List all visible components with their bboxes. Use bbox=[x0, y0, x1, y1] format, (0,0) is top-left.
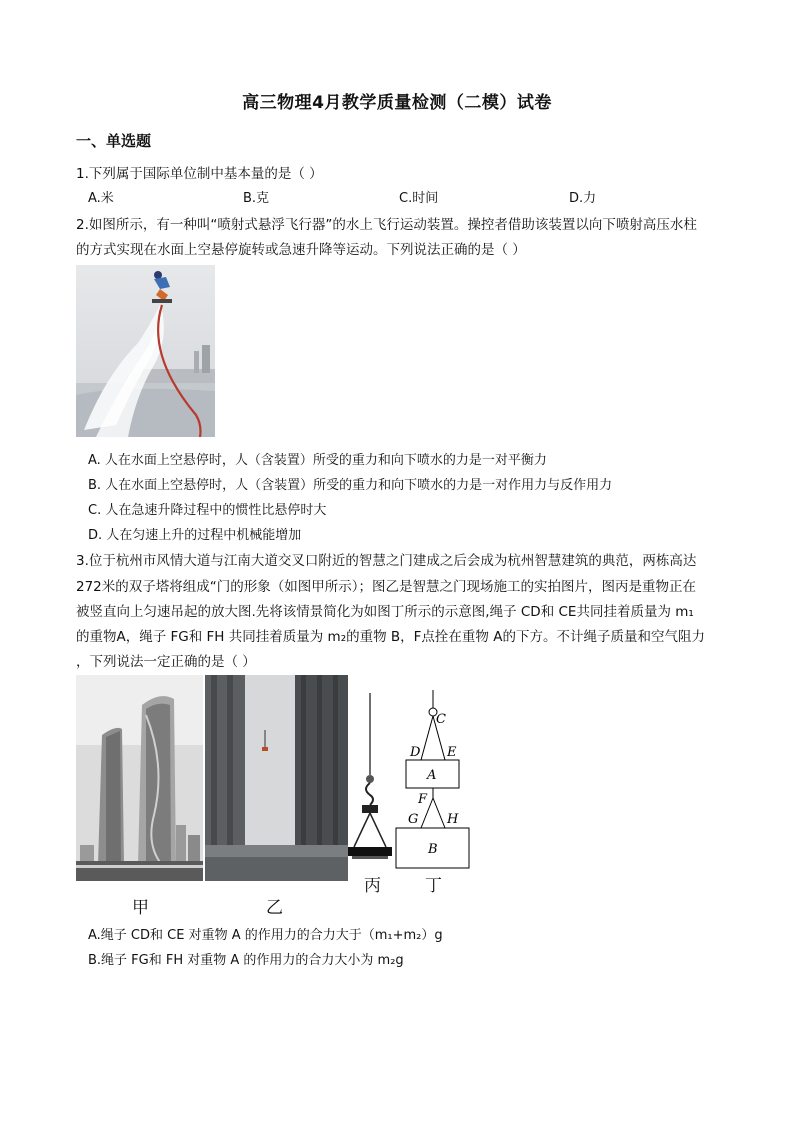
label-b: B bbox=[428, 842, 438, 857]
q3-stem-line1: 3.位于杭州市风情大道与江南大道交叉口附近的智慧之门建成之后会成为杭州智慧建筑的典范，两栋高达 bbox=[76, 553, 697, 569]
figure-yi-construction bbox=[205, 675, 348, 881]
section-heading: 一、单选题 bbox=[76, 132, 152, 150]
caption-yi: 乙 bbox=[266, 898, 283, 918]
q2-option-b: B. 人在水面上空悬停时，人（含装置）所受的重力和向下喷水的力是一对作用力与反作用力 bbox=[88, 478, 613, 493]
label-e: E bbox=[447, 745, 457, 760]
q2-option-c: C. 人在急速升降过程中的惯性比悬停时大 bbox=[88, 503, 327, 518]
q1-option-c: C.时间 bbox=[399, 191, 439, 206]
q1-option-b: B.克 bbox=[243, 191, 270, 206]
label-g: G bbox=[408, 812, 419, 827]
flyboard-photo bbox=[76, 265, 215, 437]
rope-fh bbox=[433, 798, 445, 828]
q1-option-d: D.力 bbox=[569, 191, 597, 206]
caption-ding: 丁 bbox=[425, 876, 442, 896]
q3-option-b: B.绳子 FG和 FH 对重物 A 的作用力的合力大小为 m₂g bbox=[88, 953, 404, 968]
figure-bing-hook bbox=[348, 675, 392, 865]
caption-jia: 甲 bbox=[132, 898, 149, 918]
q3-stem-line3: 被竖直向上匀速吊起的放大图.先将该情景简化为如图丁所示的示意图,绳子 CD和 CE共同挂着质量为 m₁ bbox=[76, 604, 694, 620]
q3-stem-line2: 272米的双子塔将组成“门的形象（如图甲所示）；图乙是智慧之门现场施工的实拍图片，图丙是重物正在 bbox=[76, 579, 697, 595]
q2-option-d: D. 人在匀速上升的过程中机械能增加 bbox=[88, 528, 302, 543]
q2-stem-line2: 的方式实现在水面上空悬停旋转或急速升降等运动。下列说法正确的是（ ） bbox=[76, 242, 526, 258]
q2-stem-line1: 2.如图所示，有一种叫“喷射式悬浮飞行器”的水上飞行运动装置。操控者借助该装置以向下喷射高压水柱 bbox=[76, 217, 697, 233]
q3-stem-line4: 的重物A，绳子 FG和 FH 共同挂着质量为 m₂的重物 B，F点拴在重物 A的下方。不计绳子质量和空气阻力 bbox=[76, 629, 705, 645]
caption-bing: 丙 bbox=[364, 876, 381, 896]
rope-cd bbox=[421, 716, 433, 760]
page-title: 高三物理4月教学质量检测（二模）试卷 bbox=[242, 93, 552, 113]
figure-jia-twin-towers bbox=[76, 675, 203, 881]
figure-ding-schematic bbox=[392, 690, 482, 870]
label-f: F bbox=[418, 792, 428, 807]
q2-option-a: A. 人在水面上空悬停时，人（含装置）所受的重力和向下喷水的力是一对平衡力 bbox=[88, 453, 547, 468]
label-a: A bbox=[427, 768, 437, 783]
q3-stem-line5: ，下列说法一定正确的是（ ） bbox=[76, 654, 256, 670]
label-d: D bbox=[410, 745, 421, 760]
q1-option-a: A.米 bbox=[88, 191, 114, 206]
q3-option-a: A.绳子 CD和 CE 对重物 A 的作用力的合力大于（m₁+m₂）g bbox=[88, 928, 443, 943]
label-h: H bbox=[447, 812, 459, 827]
q1-stem: 1.下列属于国际单位制中基本量的是（ ） bbox=[76, 166, 323, 182]
label-c: C bbox=[436, 712, 446, 727]
